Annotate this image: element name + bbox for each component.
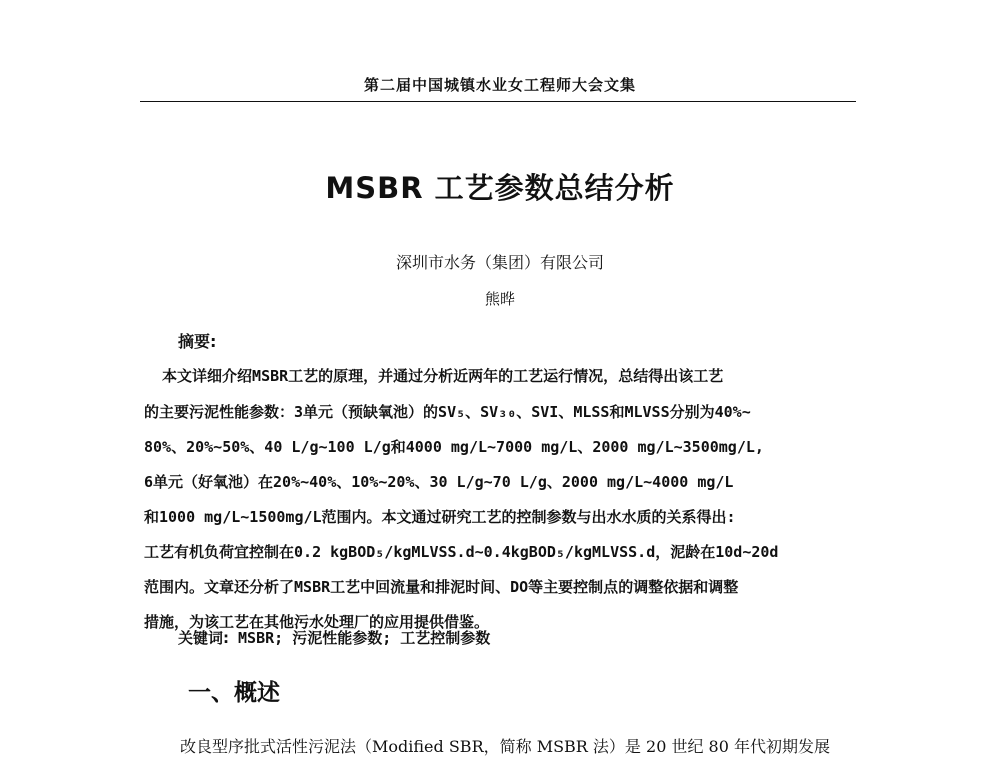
abstract-line-8: 措施，为该工艺在其他污水处理厂的应用提供借鉴。 [144, 613, 490, 631]
author-organization: 深圳市水务（集团）有限公司 [395, 253, 604, 272]
keywords [178, 627, 490, 648]
abstract-line-3: 80%、20%~50%、40 L/g~100 L/g和4000 mg/L~7000 mg/L、2000 mg/L~3500mg/L, [144, 438, 764, 456]
abstract-line-4: 6单元（好氧池）在20%~40%、10%~20%、30 L/g~70 L/g、2000 mg/L~4000 mg/L [144, 473, 734, 491]
abstract-line-7: 范围内。文章还分析了MSBR工艺中回流量和排泥时间、DO等主要控制点的调整依据和调整 [144, 578, 739, 596]
abstract-line-5: 和1000 mg/L~1500mg/L范围内。本文通过研究工艺的控制参数与出水水质的关系得出: [144, 508, 736, 526]
keywords-label: 关键词: [178, 629, 229, 647]
paper-title: MSBR 工艺参数总结分析 [325, 171, 675, 205]
header-rule [140, 101, 856, 102]
keywords-text: MSBR; 污泥性能参数; 工艺控制参数 [238, 629, 491, 647]
abstract-line-2: 的主要污泥性能参数：3单元（预缺氧池）的SV₅、SV₃₀、SVI、MLSS和MLVSS分别为40%~ [144, 403, 751, 421]
abstract-line-6: 工艺有机负荷宜控制在0.2 kgBOD₅/kgMLVSS.d~0.4kgBOD₅/kgMLVSS.d，泥龄在10d~20d [144, 543, 779, 561]
abstract-label: 摘要: [178, 332, 217, 351]
running-header: 第二届中国城镇水业女工程师大会文集 [363, 76, 636, 94]
section-heading: 一、概述 [188, 680, 280, 706]
body-text-line: 改良型序批式活性污泥法（Modified SBR，简称 MSBR 法）是 20 世纪 80 年代初期发展 [180, 737, 830, 756]
abstract-line-1: 本文详细介绍MSBR工艺的原理，并通过分析近两年的工艺运行情况，总结得出该工艺 [144, 367, 724, 385]
author-name: 熊晔 [484, 290, 515, 308]
